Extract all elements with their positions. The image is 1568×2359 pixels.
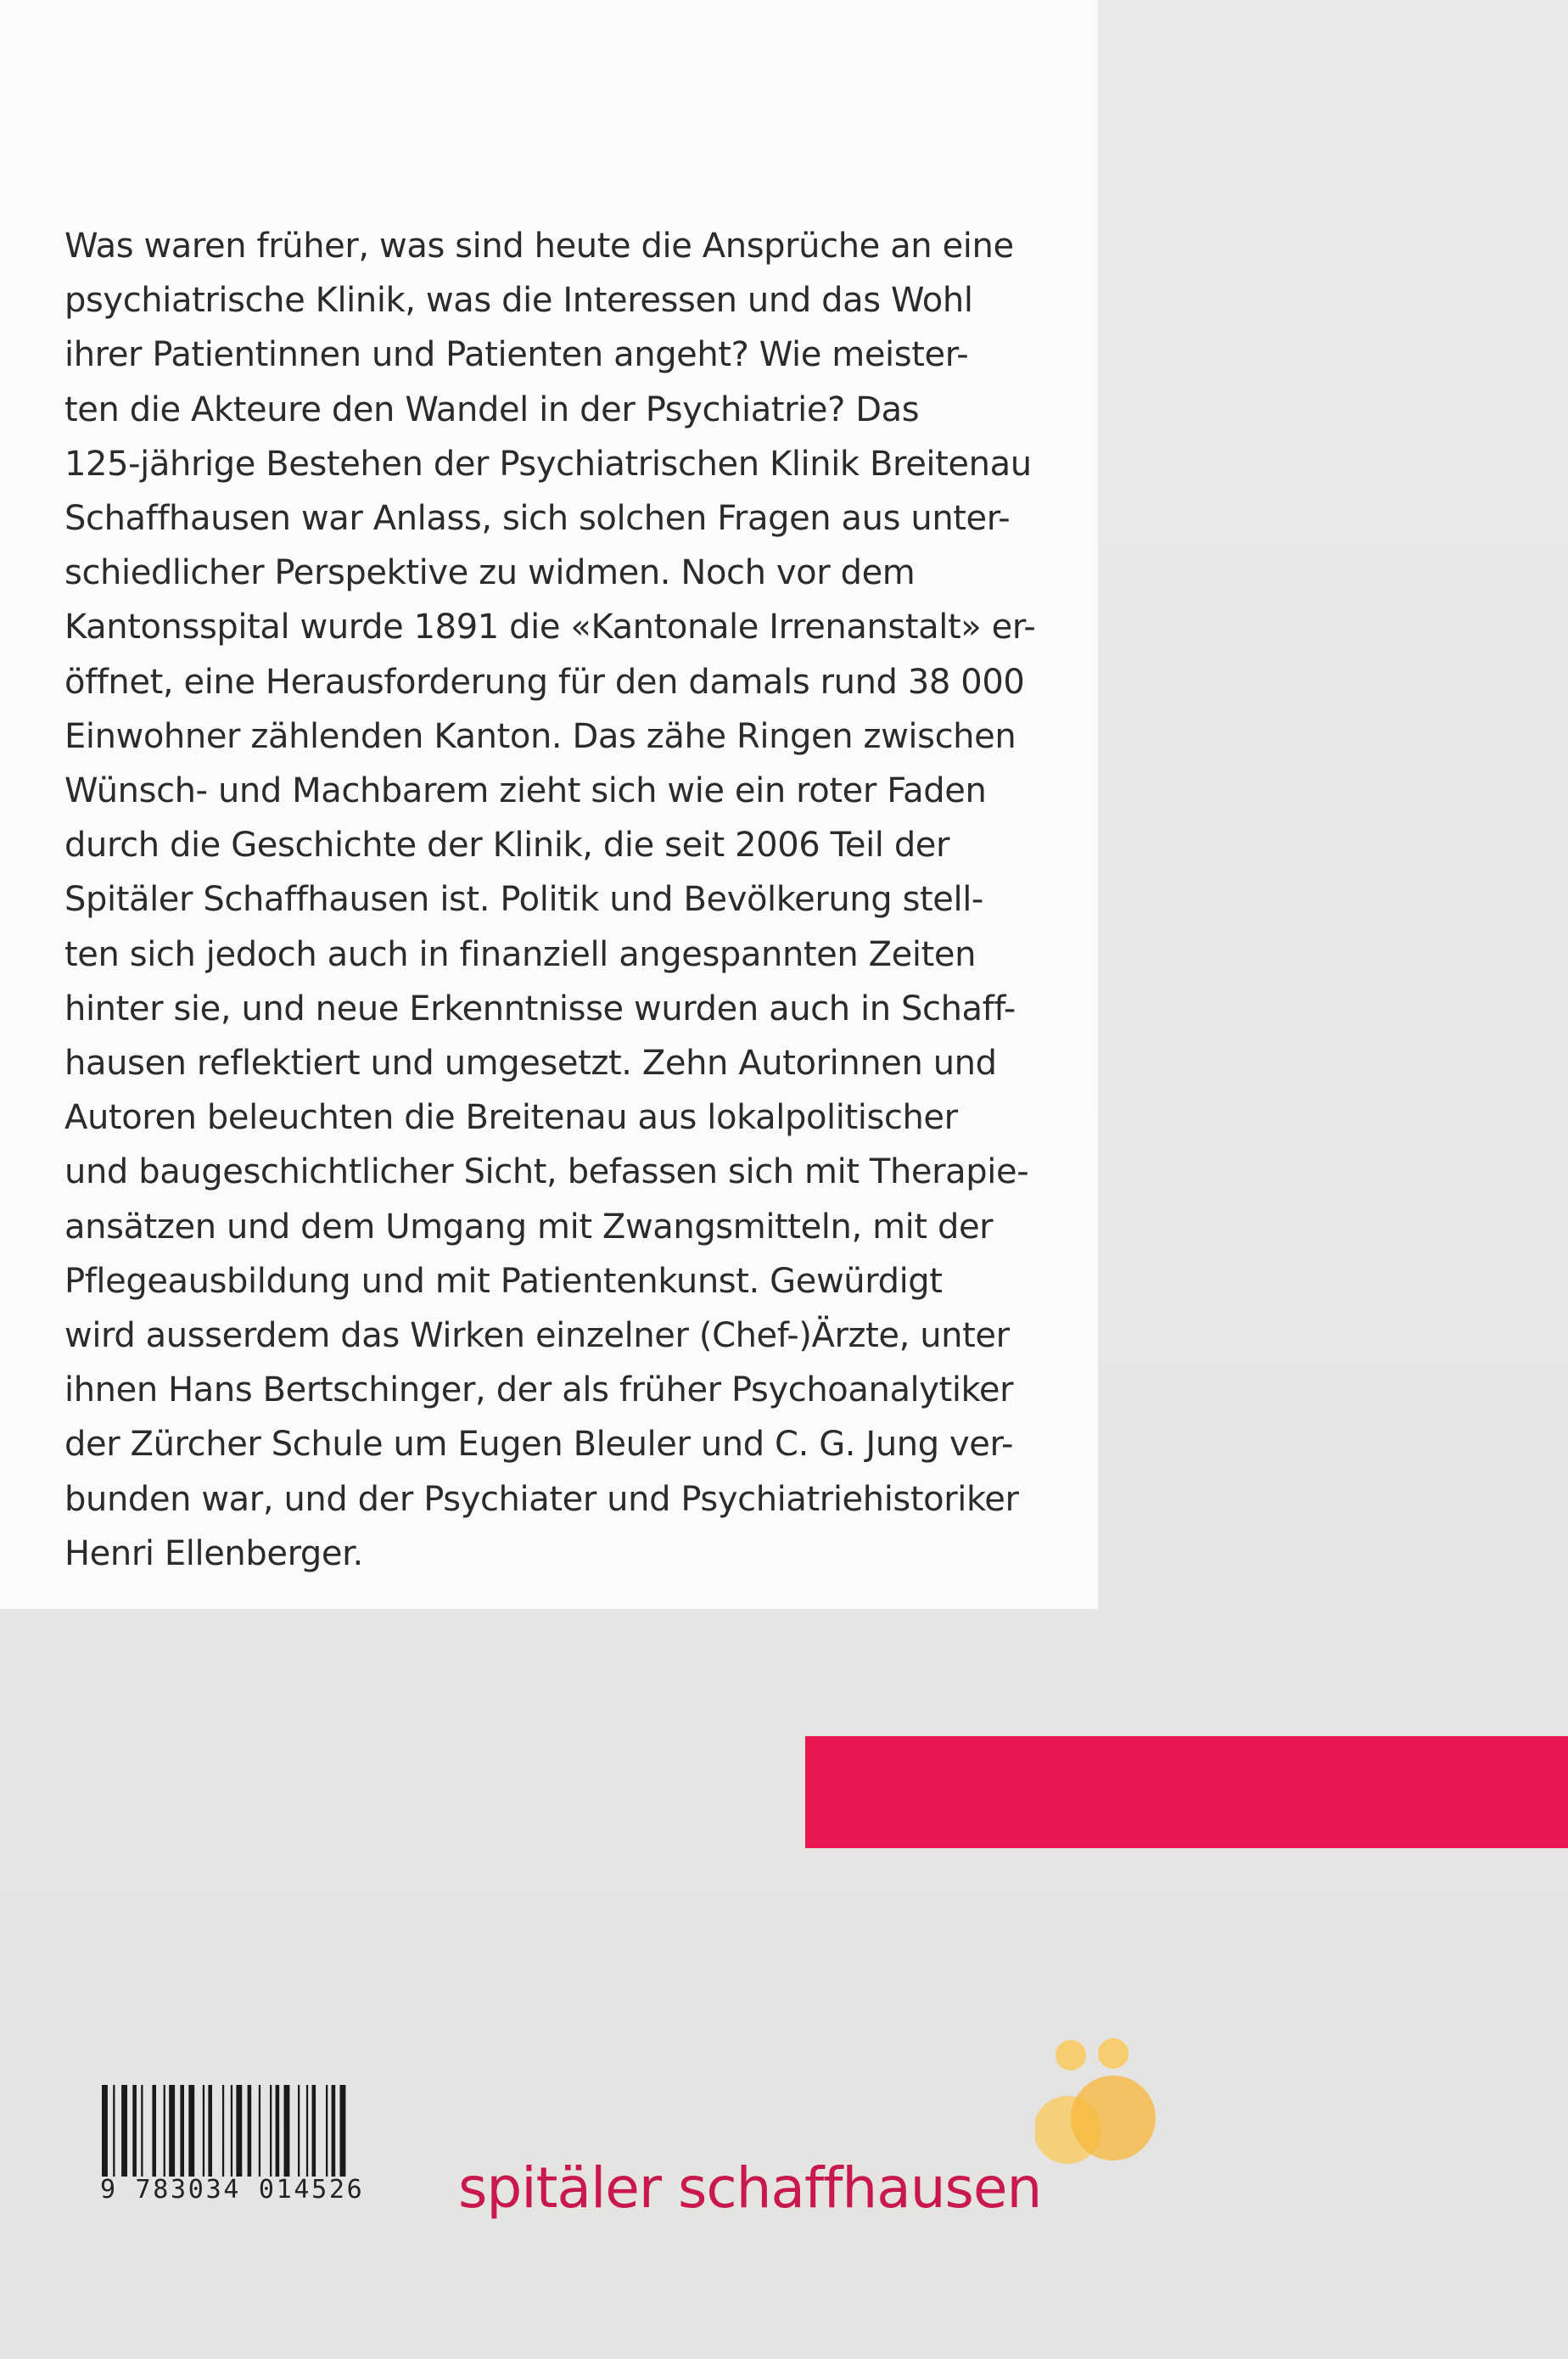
blurb-line: Was waren früher, was sind heute die Ansprüche an eine: [64, 227, 1014, 266]
blurb-line: psychiatrische Klinik, was die Interessen und das Wohl: [64, 281, 973, 321]
blurb-line: öffnet, eine Herausforderung für den damals rund 38 000: [64, 662, 1025, 702]
blurb-line: 125-jährige Bestehen der Psychiatrischen Klinik Breitenau: [64, 444, 1032, 484]
blurb-line: durch die Geschichte der Klinik, die seit 2006 Teil der: [64, 826, 950, 866]
barcode-bar: [236, 2085, 242, 2177]
barcode-bar: [113, 2085, 115, 2177]
barcode-bar: [276, 2085, 280, 2177]
blurb-line: Kantonsspital wurde 1891 die «Kantonale Irrenanstalt» er-: [64, 608, 1036, 647]
blurb-line: Schaffhausen war Anlass, sich solchen Fragen aus unter-: [64, 499, 1011, 539]
publisher-name: spitäler schaffhausen: [458, 2155, 1042, 2221]
barcode-bar: [248, 2085, 252, 2177]
blurb-line: Spitäler Schaffhausen ist. Politik und Bevölkerung stell-: [64, 880, 983, 920]
isbn-barcode: [100, 2085, 392, 2204]
publisher-logo: [458, 2037, 1154, 2232]
blurb-line: Einwohner zählenden Kanton. Das zähe Ringen zwischen: [64, 716, 1016, 756]
isbn-digits: 9 783034 014526: [100, 2175, 365, 2205]
barcode-bar: [259, 2085, 260, 2177]
blurb-line: Autoren beleuchten die Breitenau aus lokalpolitischer: [64, 1098, 958, 1138]
barcode-bar: [340, 2085, 346, 2177]
barcode-bar: [326, 2085, 328, 2177]
barcode-bar: [102, 2085, 108, 2177]
barcode-bar: [270, 2085, 272, 2177]
barcode-bar: [169, 2085, 175, 2177]
barcode-bar: [164, 2085, 165, 2177]
barcode-bar: [306, 2085, 308, 2177]
blurb-line: hinter sie, und neue Erkenntnisse wurden auch in Schaff-: [64, 989, 1016, 1028]
blurb-line: ansätzen und dem Umgang mit Zwangsmitteln, mit der: [64, 1207, 994, 1247]
barcode-bar: [203, 2085, 204, 2177]
barcode-bar: [141, 2085, 143, 2177]
blurb-line: der Zürcher Schule um Eugen Bleuler und C. G. Jung ver-: [64, 1425, 1014, 1465]
blurb-line: Pflegeausbildung und mit Patientenkunst. Gewürdigt: [64, 1261, 943, 1301]
barcode-bar: [132, 2085, 137, 2177]
blurb-line: ihrer Patientinnen und Patienten angeht? Wie meister-: [64, 335, 969, 375]
blurb-line: hausen reflektiert und umgesetzt. Zehn Autorinnen und: [64, 1044, 997, 1084]
blurb-panel: [0, 0, 1098, 1609]
barcode-bar: [298, 2085, 300, 2177]
red-accent-band: [805, 1736, 1568, 1848]
barcode-bar: [231, 2085, 232, 2177]
blurb-line: Henri Ellenberger.: [64, 1533, 363, 1573]
blurb-line: Wünsch- und Machbarem zieht sich wie ein roter Faden: [64, 771, 987, 811]
barcode-bar: [284, 2085, 290, 2177]
barcode-bar: [222, 2085, 224, 2177]
barcode-bar: [312, 2085, 316, 2177]
blurb-line: ten sich jedoch auch in finanziell angespannten Zeiten: [64, 934, 977, 974]
blurb-line: ten die Akteure den Wandel in der Psychiatrie? Das: [64, 389, 920, 429]
blurb-line: bunden war, und der Psychiater und Psychiatriehistoriker: [64, 1479, 1019, 1519]
barcode-bar: [121, 2085, 127, 2177]
logo-bubbles-icon: [1035, 2037, 1162, 2172]
blurb-line: wird ausserdem das Wirken einzelner (Chef-)Ärzte, unter: [64, 1316, 1010, 1356]
barcode-bar: [208, 2085, 212, 2177]
blurb-text: [64, 219, 1049, 1581]
blurb-line: ihnen Hans Bertschinger, der als früher Psychoanalytiker: [64, 1370, 1014, 1410]
barcode-bar: [188, 2085, 194, 2177]
blurb-line: schiedlicher Perspektive zu widmen. Noch vor dem: [64, 553, 916, 593]
barcode-bar: [152, 2085, 156, 2177]
barcode-bars: [100, 2085, 392, 2177]
blurb-line: und baugeschichtlicher Sicht, befassen sich mit Therapie-: [64, 1152, 1029, 1192]
barcode-bar: [332, 2085, 336, 2177]
barcode-bar: [180, 2085, 184, 2177]
